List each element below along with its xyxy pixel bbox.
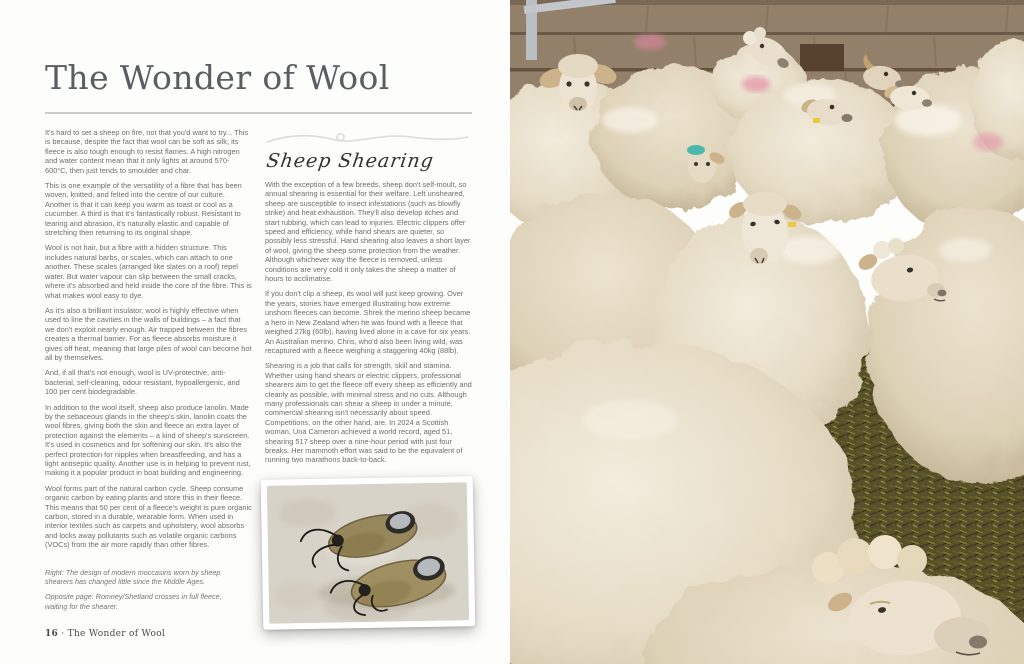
left-page [0,0,510,664]
footer-separator: · [61,629,65,639]
intro-paragraph: This is one example of the versatility of a fibre that has been woven, knitted, and felted into the centre of our culture. Another is that it can keep you warm as toast or cool as a cucumber. A third is that it's fantastically robust. Resistant to tearing and abrasion, it's naturally elastic and capable of stretching then returning to its original shape. [45,181,242,238]
footer-title: The Wonder of Wool [67,629,166,639]
section-paragraph: With the exception of a few breeds, sheep don't self-moult, so annual shearing is essential for their welfare. Left unsheared, sheep are susceptible to insect infestations (such as blowfly strike) and heat exhaustion. They'll also develop itches and start rubbing, which can lead to injuries. Electric clippers offer speed and efficiency, while hand shears are quieter, so possibly less stressful. Hand shearing also leaves a short layer of wool, giving the sheep some protection from the weather. Although whichever way the fleece is removed, unless conditions are very cold it only takes the sheep a matter of hours to acclimatise. [265,180,471,284]
section-paragraph: Shearing is a job that calls for strength, skill and stamina. Whether using hand shears or electric clippers, professional shearers aim to get the fleece off every sheep as efficiently and cleanly as possible, with minimal stress and no cuts. Although many professionals can shear a sheep in under a minute, commercial shearing isn't necessarily about speed. Competitions, on the other hand, are. In 2024 a Scottish woman, Una Cameron achieved a world record, aged 51, shearing 517 sheep over a nine-hour period with just four breaks. Her mammoth effort was said to be the equivalent of running two marathons back-to-back. [265,361,472,465]
moccasins-illustration [267,482,469,623]
caption-right: Right: The design of modern moccasins worn by sheep shearers has changed little since the Middle Ages. [45,568,221,587]
intro-paragraph: Wool is not hair, but a fibre with a hidden structure. This includes natural barbs, or scales, which can attach to one another. These scales (arranged like slates on a roof) repel water. But water vapour can slip between the small cracks, where it's absorbed and held inside the core of the fibre. This is what makes wool easy to dye. [45,243,252,300]
page-title: The Wonder of Wool [45,58,390,97]
section-heading: Sheep Shearing [265,150,436,172]
title-divider [45,112,472,114]
moccasins-photo [261,476,476,630]
intro-paragraph: In addition to the wool itself, sheep also produce lanolin. Made by the sebaceous glands in the sheep's skin, lanolin coats the wool fibres, giving both the skin and fleece an extra layer of protection against the elements – a kind of sheep's sunscreen. It's used in cosmetics and for softening our skin. It's also the perfect protection for nipples when breastfeeding, and has a light antiseptic quality. Another use is in helping to prevent rust, making it a popular product in boat building and engineering. [45,402,251,478]
sheep-flock-illustration [510,0,1024,664]
pink-spray-mark [634,34,666,50]
ear-tag [788,222,796,227]
caption-opposite: Opposite page: Romney/Shetland crosses in full fleece, waiting for the shearer. [45,592,222,611]
intro-paragraph: And, if all that's not enough, wool is UV-protective, anti-bacterial, self-cleaning, odour resistant, hypoallergenic, and 100 per cent biodegradable. [45,368,240,397]
pink-spray-mark [742,76,770,92]
shearing-column [265,128,472,471]
intro-paragraph: As it's also a brilliant insulator, wool is highly effective when used to line the cavities in the walls of buildings – a fact that we don't exploit nearly enough. Air trapped between the fibres creates a thermal barrier. For as fleece absorbs moisture it gives off heat, meaning that large piles of wool can become hot all by themselves. [45,305,252,362]
caption-block [45,568,235,617]
page-number: 16 [45,629,59,639]
page-footer [45,629,165,639]
teal-spray-mark [687,145,705,155]
intro-paragraph: Wool forms part of the natural carbon cycle. Sheep consume organic carbon by eating plants and store this in their fleece. This means that 50 per cent of a fleece's weight is pure organic carbon, stored in a durable, wearable form. When used in interior textiles such as carpets and upholstery, wool absorbs and locks away pollutants such as volatile organic carbons (VOCs) from the air more rapidly than other fibres. [45,483,252,550]
section-paragraph: If you don't clip a sheep, its wool will just keep growing. Over the years, stories have emerged illustrating how extreme unshorn fleeces can become. Shrek the merino sheep became a hero in New Zealand when he was found with a fleece that weighed 27kg (60lb), having lived alone in a cave for six years. An Australian merino, Chris, who'd also been living wild, was recaptured with a fleece weighing a staggering 40kg (88lb). [265,289,471,355]
intro-paragraph: It's hard to set a sheep on fire, not that you'd want to try... This is because, despite the fact that wool can be soft as silk, its fleece is also tough enough to resist flames. A high nitrogen and water content mean that it only lights at around 570-600°C, then just tends to smoulder and char. [45,128,249,175]
sheep-flock-photo [510,0,1024,664]
flourish-squiggle-icon [265,128,470,148]
pink-spray-mark [973,133,1003,151]
intro-column [45,128,252,556]
